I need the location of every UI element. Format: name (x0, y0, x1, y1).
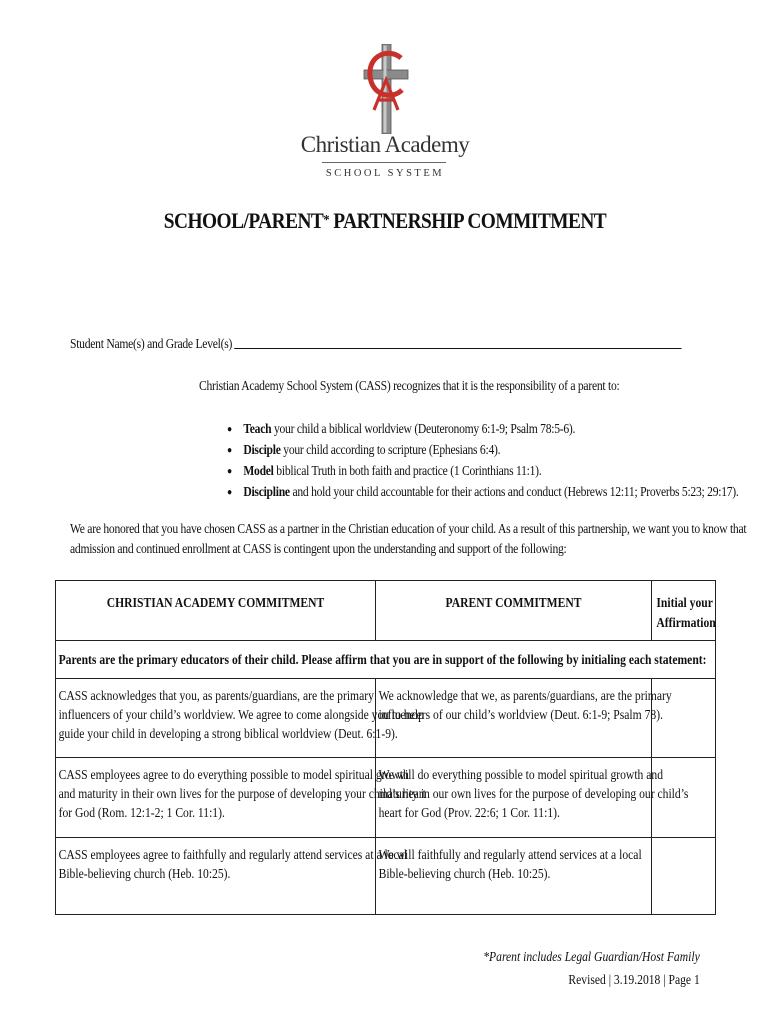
responsibility-keyword: Model (243, 463, 274, 478)
parent-commitment-cell: We acknowledge that we, as parents/guardians, are the primary influencers of our child’s worldview (Deut. 6:1-9; Psalm 78). (376, 679, 652, 758)
responsibility-text: biblical Truth in both faith and practice (1 Corinthians 11:1). (273, 463, 542, 478)
title-asterisk: * (323, 213, 329, 228)
brand-name: Christian Academy (300, 132, 470, 157)
bullet-icon: ● (227, 445, 232, 456)
table-row (56, 758, 716, 838)
document-title (46, 208, 724, 234)
parent-definition-footnote: *Parent includes Legal Guardian/Host Family (483, 949, 700, 964)
paragraph-line: admission and continued enrollment at CASS is contingent upon the understanding and support of the following: (70, 541, 567, 556)
responsibilities-list (227, 418, 739, 502)
student-name-label: Student Name(s) and Grade Level(s) (70, 336, 233, 351)
student-name-input-line[interactable] (235, 336, 682, 349)
partnership-paragraph (70, 519, 746, 559)
brand-subtitle: SCHOOL SYSTEM (325, 168, 445, 179)
cross-monogram-icon (360, 44, 412, 134)
responsibility-text: and hold your child accountable for their actions and conduct (Hebrews 12:11; Proverbs 5:23; 29:17). (289, 484, 739, 499)
student-name-field (70, 336, 682, 352)
bullet-icon: ● (227, 487, 232, 498)
brand-divider (322, 162, 446, 163)
responsibility-keyword: Disciple (243, 442, 281, 457)
academy-commitment-cell: CASS acknowledges that you, as parents/guardians, are the primary influencers of your child’s worldview. We agree to come alongside you to help guide your child in developing a strong biblical worldview (Deut. 6:1-9). (56, 679, 376, 758)
responsibility-text: your child a biblical worldview (Deuteronomy 6:1-9; Psalm 78:5-6). (271, 421, 576, 436)
list-item (227, 460, 739, 481)
list-item (227, 418, 739, 439)
parent-commitment-cell: We will do everything possible to model spiritual growth and maturity in our own lives for the purpose of developing our child’s heart for God (Prov. 22:6; 1 Cor. 11:1). (376, 758, 652, 838)
header-initial-affirmation: Initial your Affirmation (652, 581, 716, 641)
revision-page-label: Revised | 3.19.2018 | Page 1 (568, 972, 700, 987)
header-parent-commitment: PARENT COMMITMENT (376, 581, 652, 641)
banner-cell: Parents are the primary educators of their child. Please affirm that you are in support of the following by initialing each statement: (56, 641, 716, 679)
commitment-table (55, 580, 716, 915)
table-header-row (56, 581, 716, 641)
paragraph-line: We are honored that you have chosen CASS as a partner in the Christian education of your child. As a result of this partnership, we want you to know that (70, 521, 747, 536)
table-banner-row (56, 641, 716, 679)
bullet-icon: ● (227, 466, 232, 477)
header-academy-commitment: CHRISTIAN ACADEMY COMMITMENT (56, 581, 376, 641)
table-row (56, 679, 716, 758)
responsibility-keyword: Teach (243, 421, 272, 436)
bullet-icon: ● (227, 424, 232, 435)
academy-commitment-cell: CASS employees agree to faithfully and regularly attend services at a local Bible-believing church (Heb. 10:25). (56, 838, 376, 915)
responsibility-keyword: Discipline (243, 484, 290, 499)
academy-commitment-cell: CASS employees agree to do everything possible to model spiritual growth and maturity in their own lives for the purpose of developing your child’s heart for God (Rom. 12:1-2; 1 Cor. 11:1). (56, 758, 376, 838)
responsibility-text: your child according to scripture (Ephesians 6:4). (280, 442, 501, 457)
list-item (227, 439, 739, 460)
table-row (56, 838, 716, 915)
initial-input-cell[interactable] (652, 838, 716, 915)
parent-commitment-cell: We will faithfully and regularly attend services at a local Bible-believing church (Heb. 10:25). (376, 838, 652, 915)
intro-statement: Christian Academy School System (CASS) recognizes that it is the responsibility of a parent to: (199, 378, 620, 393)
title-part-a: SCHOOL/PARENT (163, 208, 324, 233)
school-logo (360, 44, 412, 134)
title-part-b: PARTNERSHIP COMMITMENT (328, 208, 607, 233)
list-item (227, 481, 739, 502)
